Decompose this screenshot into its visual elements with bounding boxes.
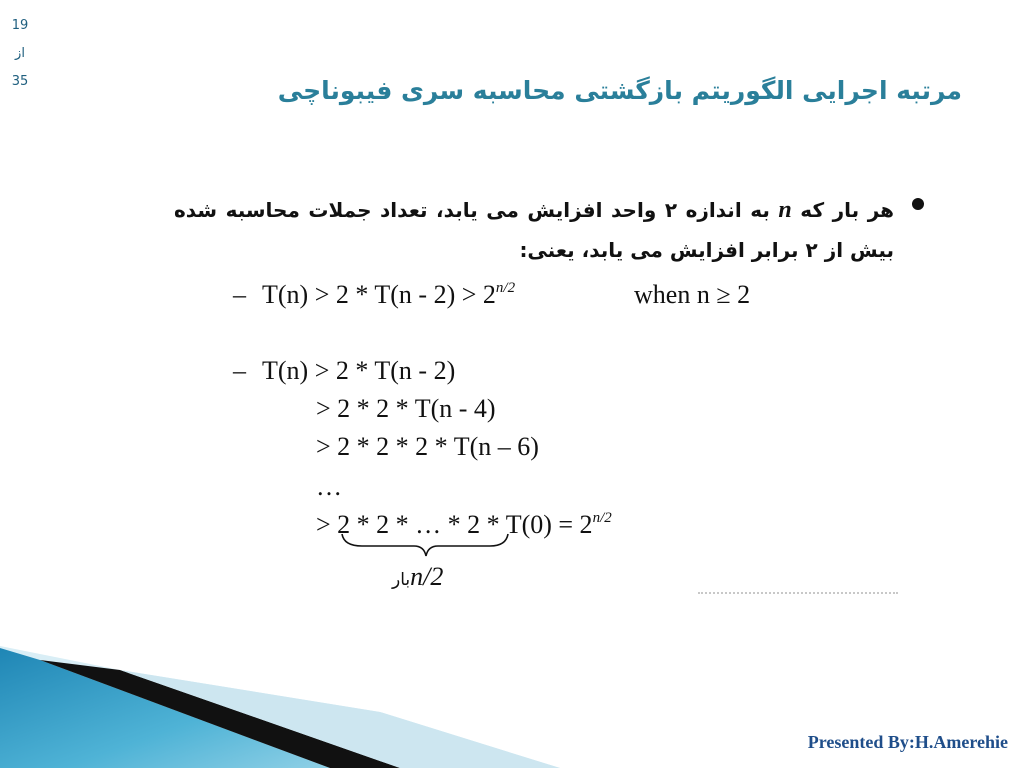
math-line-4: > 2 * 2 * 2 * T(n – 6) — [316, 432, 539, 461]
math-line-6-exp: n/2 — [592, 510, 612, 526]
math-line-1-exp: n/2 — [495, 280, 516, 296]
math-line-1-condition: when n ≥ 2 — [634, 280, 751, 309]
math-line-1 — [262, 280, 515, 310]
page-separator: از — [15, 46, 25, 61]
bullet-text — [174, 190, 894, 270]
math-line-6-lhs: > 2 * 2 * … * 2 * T(0) = 2 — [316, 510, 593, 539]
brace-label-fa: بار — [392, 570, 411, 590]
brace-label — [392, 562, 443, 592]
math-line-5: … — [316, 472, 342, 501]
math-line-2: T(n) > 2 * T(n - 2) — [262, 356, 456, 385]
bullet-text-part2: به اندازه ۲ واحد افزایش می یابد، تعداد جملات محاسبه شده بیش از ۲ برابر افزایش می یابد، یعنی: — [174, 198, 894, 262]
underbrace-icon — [340, 532, 510, 558]
slide-title: مرتبه اجرایی الگوریتم بازگشتی محاسبه سری فیبوناچی — [277, 76, 962, 105]
bullet-text-part1: هر بار که — [791, 198, 895, 222]
brace-label-n: n/2 — [410, 562, 444, 591]
math-line-1-lhs: T(n) > 2 * T(n - 2) > 2 — [262, 280, 496, 309]
math-line-3: > 2 * 2 * T(n - 4) — [316, 394, 496, 423]
bullet-dot-icon — [912, 198, 924, 210]
math-dash-1: – — [233, 280, 246, 309]
faint-scan-line — [698, 592, 898, 598]
page-total: 35 — [11, 74, 29, 89]
math-dash-2: – — [233, 356, 246, 385]
bullet-n-symbol: n — [778, 197, 792, 223]
presenter-credit: Presented By:H.Amerehie — [807, 732, 1008, 752]
page-current: 19 — [11, 18, 29, 33]
